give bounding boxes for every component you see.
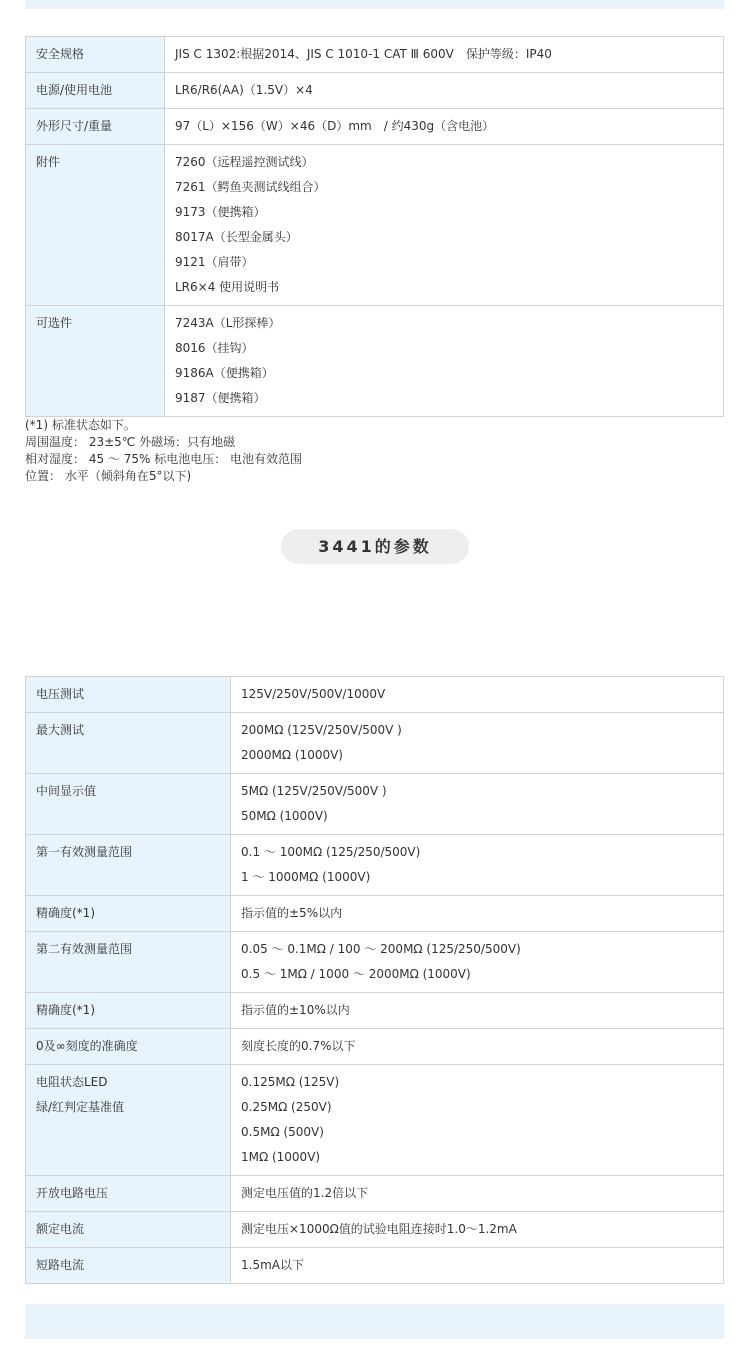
table-row [26,1029,724,1065]
row-label [26,677,231,713]
row-value [165,109,724,145]
table-row [26,1248,724,1284]
table-row [26,73,724,109]
row-value-line: 测定电压×1000Ω值的试验电阻连接时1.0～1.2mA [241,1222,517,1236]
footnote-line: 周围温度： 23±5℃ 外磁场：只有地磁 [25,435,236,449]
table-row [26,835,724,896]
row-value-line: 7260（远程遥控测试线） [175,155,314,169]
row-value-line: 刻度长度的0.7%以下 [241,1039,356,1053]
table-row [26,1212,724,1248]
row-label [26,37,165,73]
row-value-line: 8016（挂钩） [175,341,254,355]
row-value-line: 指示值的±5%以内 [241,906,343,920]
row-value-line: 1MΩ (1000V) [241,1150,321,1164]
row-label [26,1176,231,1212]
spec-table-general-body [26,37,724,417]
row-value-line: 50MΩ (1000V) [241,809,328,823]
row-value-line: 0.1 ～ 100MΩ (125/250/500V) [241,845,421,859]
row-label [26,896,231,932]
table-row [26,993,724,1029]
table-row [26,145,724,306]
row-value [231,713,724,774]
row-value [231,1065,724,1176]
table-row [26,713,724,774]
bottom-decorative-band [25,1304,724,1339]
row-label [26,1248,231,1284]
row-value-line: 125V/250V/500V/1000V [241,687,386,701]
row-label-text: 短路电流 [36,1258,85,1272]
row-value [165,145,724,306]
row-label-text: 精确度(*1) [36,1003,95,1017]
row-value-line: 9121（肩带） [175,255,254,269]
row-value-line: 测定电压值的1.2倍以下 [241,1186,369,1200]
table-row [26,37,724,73]
row-value [231,1029,724,1065]
row-value-line: 2000MΩ (1000V) [241,748,343,762]
row-value-line: 9186A（便携箱） [175,366,274,380]
row-value-line: 5MΩ (125V/250V/500V ) [241,784,387,798]
row-label [26,1212,231,1248]
footnote-line: 位置： 水平（倾斜角在5°以下) [25,469,192,483]
row-value [165,37,724,73]
row-value-line: 9187（便携箱） [175,391,266,405]
row-value-line: 8017A（长型金属头） [175,230,298,244]
row-label-text: 开放电路电压 [36,1186,109,1200]
row-value [231,1212,724,1248]
table-row [26,932,724,993]
spec-table-general [25,36,724,417]
row-value [231,1176,724,1212]
row-label [26,73,165,109]
row-label-text: 第二有效测量范围 [36,942,133,956]
table-row [26,1065,724,1176]
row-value [231,993,724,1029]
row-value [231,677,724,713]
table-row [26,306,724,417]
row-value-line: 9173（便携箱） [175,205,266,219]
row-value-line: 97（L）×156（W）×46（D）mm / 约430g（含电池） [175,119,495,133]
row-value [231,835,724,896]
table-row [26,1176,724,1212]
table-row [26,109,724,145]
row-value-line: 7261（鳄鱼夹测试线组合） [175,180,326,194]
row-value-line: LR6×4 使用说明书 [175,280,280,294]
table-row [26,774,724,835]
row-label-text: 电源/使用电池 [36,83,113,97]
row-label-text: 最大测试 [36,723,85,737]
row-value [231,932,724,993]
section-title-pill: 3441的参数 [281,529,469,564]
row-value-line: 0.5MΩ (500V) [241,1125,324,1139]
row-label [26,1029,231,1065]
row-label-text: 附件 [36,155,61,169]
row-value [165,306,724,417]
row-value-line: 0.125MΩ (125V) [241,1075,340,1089]
row-label-text: 安全规格 [36,47,85,61]
row-value-line: 0.05 ～ 0.1MΩ / 100 ～ 200MΩ (125/250/500V) [241,942,521,956]
row-label-text: 电压测试 [36,687,85,701]
spec-table-3441-body [26,677,724,1284]
row-label-text: 精确度(*1) [36,906,95,920]
row-value-line: 1.5mA以下 [241,1258,304,1272]
row-label-text: 中间显示值 [36,784,97,798]
row-label-text: 电阻状态LED [36,1075,108,1089]
row-label-text: 0及∞刻度的准确度 [36,1039,138,1053]
row-label [26,145,165,306]
footnote-line: 相对湿度： 45 ～ 75% 标电池电压： 电池有效范围 [25,452,303,466]
top-decorative-band [25,0,724,9]
row-value-line: LR6/R6(AA)（1.5V）×4 [175,83,313,97]
row-label [26,932,231,993]
row-value-line: JIS C 1302:根据2014、JIS C 1010-1 CAT Ⅲ 600V 保护等级：IP40 [175,47,552,61]
row-label [26,993,231,1029]
row-value [231,1248,724,1284]
row-label-text: 额定电流 [36,1222,85,1236]
row-label-text: 可选件 [36,316,73,330]
spec-table-3441 [25,676,724,1284]
table-row [26,896,724,932]
row-value [165,73,724,109]
row-value-line: 0.25MΩ (250V) [241,1100,332,1114]
row-value-line: 指示值的±10%以内 [241,1003,350,1017]
footnotes [25,417,302,485]
row-value [231,896,724,932]
row-label-text: 外形尺寸/重量 [36,119,113,133]
row-value-line: 7243A（L形探棒） [175,316,281,330]
row-value-line: 200MΩ (125V/250V/500V ) [241,723,402,737]
footnote-line: (*1) 标准状态如下。 [25,418,136,432]
row-label [26,713,231,774]
row-label [26,109,165,145]
row-value-line: 1 ～ 1000MΩ (1000V) [241,870,371,884]
row-value [231,774,724,835]
table-row [26,677,724,713]
row-label [26,306,165,417]
row-label-text: 绿/红判定基准值 [36,1100,125,1114]
row-label [26,835,231,896]
row-label-text: 第一有效测量范围 [36,845,133,859]
row-label [26,1065,231,1176]
row-value-line: 0.5 ～ 1MΩ / 1000 ～ 2000MΩ (1000V) [241,967,471,981]
row-label [26,774,231,835]
